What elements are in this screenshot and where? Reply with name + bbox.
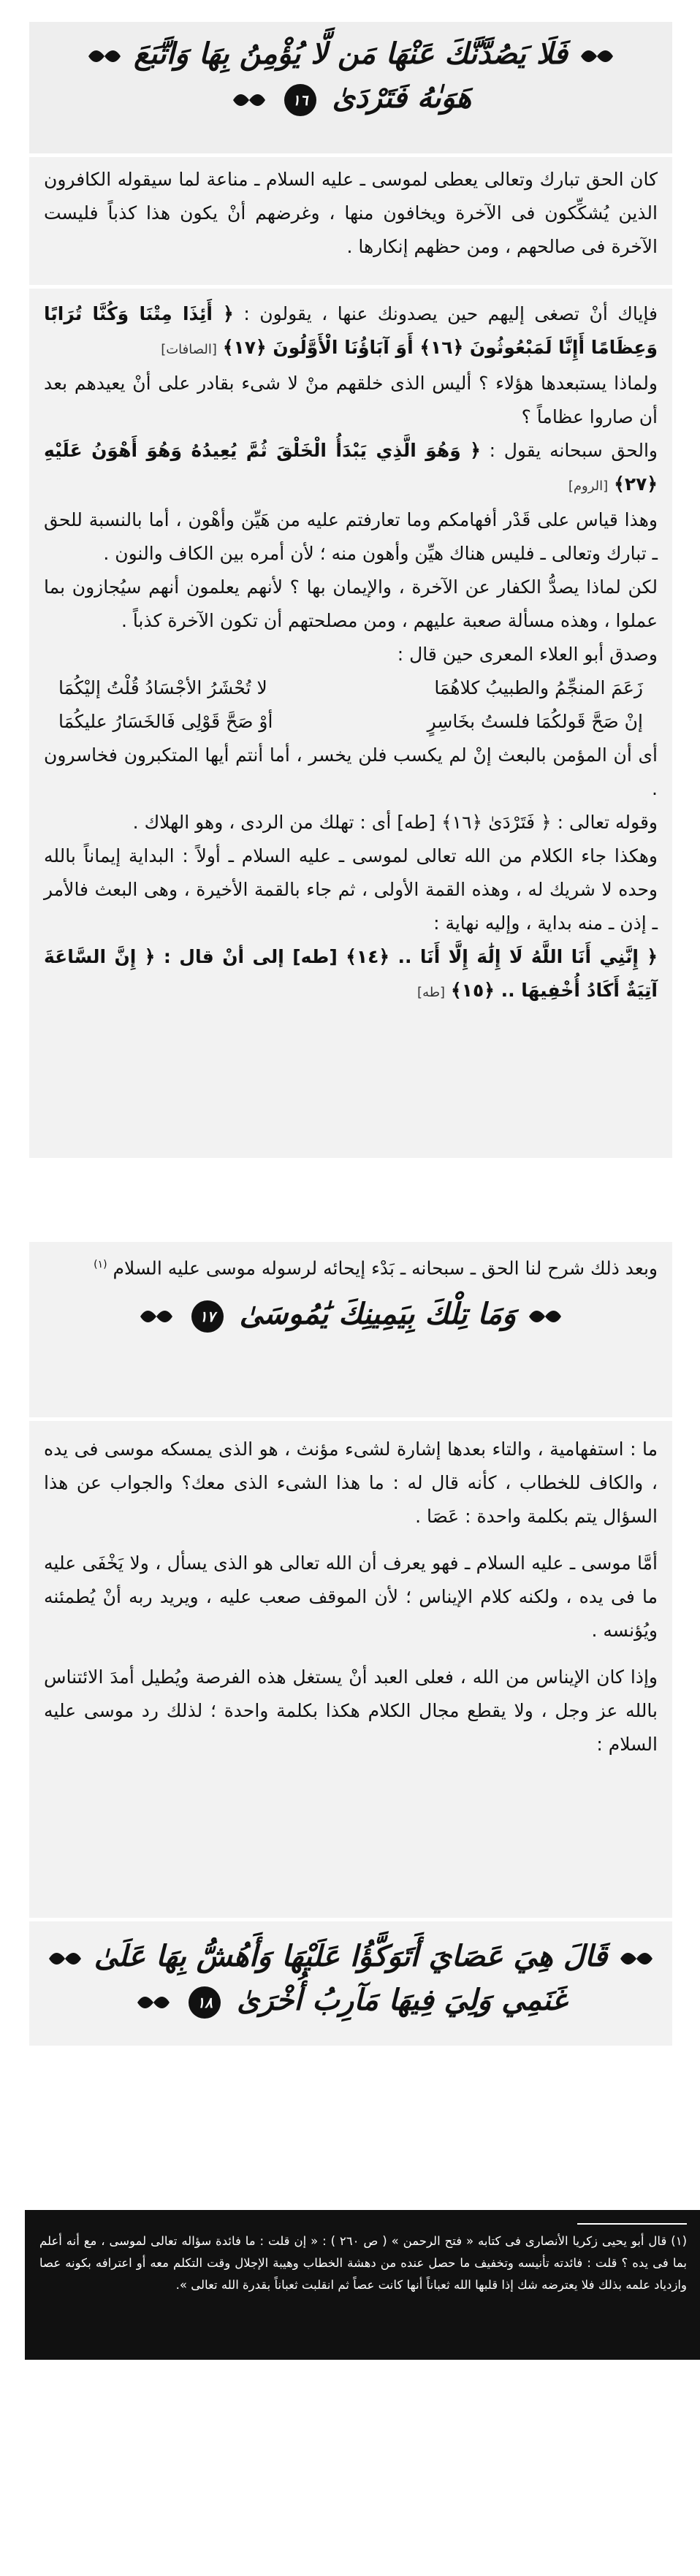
paragraph: لكن لماذا يصدُّ الكفار عن الآخرة ، والإيمان بها ؟ لأنهم يعلمون أنهم سيُجازون بما عملوا ، وهذه مسألة صعبة عليهم ، ومن مصلحتهم أن تكون الآخرة كذباً . (44, 576, 658, 631)
verse-text: هَوَىٰهُ فَتَرْدَىٰ (332, 80, 472, 115)
paragraph: ولماذا يستبعدها هؤلاء ؟ أليس الذى خلقهم منْ لا شىء بقادر على أنْ يعيدهم بعد أن صاروا عظاماً ؟ (44, 373, 658, 427)
text-block (29, 157, 672, 285)
paragraph: كان الحق تبارك وتعالى يعطى لموسى ـ عليه السلام ـ مناعة لما سيقوله الكافرون الذين يُشكِّكون فى الآخرة ويخافون منها ، وغرضهم أنْ يكون هذا كذباً فليست الآخرة فى صالحهم ، ومن حظهم إنكارها . (44, 169, 658, 257)
verse-text: غَنَمِي وَلِيَ فِيهَا مَآرِبُ أُخْرَىٰ (237, 1983, 567, 2017)
paragraph: وهذا قياس على قَدْر أفهامكم وما تعارفتم عليه من هَيِّن وأهْون ، أما بالنسبة للحق ـ تبارك وتعالى ـ فليس هناك هيِّن وأهون منه ؛ لأن أمره بين الكاف والنون . (44, 509, 658, 564)
verse-text: قَالَ هِيَ عَصَايَ أَتَوَكَّؤُا عَلَيْهَا وَأَهُشُّ بِهَا عَلَىٰ (94, 1939, 608, 1973)
verse-text: فَلَا يَصُدَّنَّكَ عَنْهَا مَن لَّا يُؤْمِنُ بِهَا وَاتَّبَعَ (134, 37, 568, 71)
verse-line (29, 1978, 672, 2022)
verse-heading-17 (29, 1285, 672, 1336)
ornament-icon (46, 1944, 84, 1973)
quran-quote: ﴿ وَهُوَ الَّذِي يَبْدَأُ الْخَلْقَ ثُمَّ يُعِيدُهُ وَهُوَ أَهْوَنُ عَلَيْهِ ﴿٢٧﴾ (44, 440, 658, 495)
paragraph: وصدق أبو العلاء المعرى حين قال : (397, 644, 658, 665)
footnote-marker: (١) (94, 1259, 107, 1270)
ornament-icon (526, 1302, 564, 1331)
ornament-icon (85, 42, 123, 71)
paragraph-text: والحق سبحانه يقول : (489, 440, 658, 461)
paragraph (29, 940, 672, 1010)
poem-hemistich-right: إنْ صَحَّ قَولكُمَا فلستُ بخَاسِرٍ (427, 711, 643, 732)
paragraph (29, 1242, 672, 1285)
verse-line (29, 1921, 672, 1978)
verse-text: وَمَا تِلْكَ بِيَمِينِكَ يَٰمُوسَىٰ (239, 1297, 517, 1332)
paragraph: وهكذا جاء الكلام من الله تعالى لموسى ـ عليه السلام ـ أولاً : البداية إيماناً بالله وحده لا شريك له ، وهذه القمة الأولى ، ثم جاء بالقمة الأخيرة ، وهى البعث فالأمر ـ إذن ـ منه بداية ، وإليه نهاية : (44, 845, 658, 934)
source-ref: [طه] (417, 985, 446, 1000)
verse-number: ١٦ (284, 84, 316, 116)
text-block (29, 1242, 672, 1417)
paragraph: أى أن المؤمن بالبعث إنْ لم يكسب فلن يخسر ، أما أنتم أيها المتكبرون فخاسرون . (44, 744, 658, 799)
verse-heading-18 (29, 1921, 672, 2046)
ornament-icon (137, 1302, 175, 1331)
poem-hemistich-left: أوْ صَحَّ قَوْلِى فَالخَسَارُ عليكُمَا (58, 711, 273, 732)
verse-number: ١٧ (191, 1300, 224, 1333)
paragraph: ما : استفهامية ، والتاء بعدها إشارة لشىء مؤنث ، هو الذى يمسكه موسى فى يده ، والكاف للخطاب ، كأنه قال له : ما هذا الشىء الذى معك؟ والجواب عن هذا السؤال يتم بكلمة واحدة : عَصَا . (44, 1438, 658, 1527)
poem-hemistich-right: زَعَمَ المنجِّمُ والطبيبُ كلاهُمَا (434, 677, 643, 698)
ornament-icon (578, 42, 616, 71)
verse-line (29, 76, 672, 120)
quran-quote: ﴿ إِنَّنِي أَنَا اللَّهُ لَا إِلَٰهَ إِلَّا أَنَا .. ﴿١٤﴾ [طه] إلى أنْ قال : ﴿ إِنَّ السَّاعَةَ آتِيَةٌ أَكَادُ أُخْفِيهَا .. ﴿١٥﴾ (44, 946, 658, 1001)
footnote-text: (١) قال أبو يحيى زكريا الأنصارى فى كتابه « فتح الرحمن » ( ص ٢٦٠ ) : « إن قلت : ما فائدة سؤاله تعالى لموسى ، مع أنه أعلم بما فى يده ؟ قلت : فائدته تأنيسه وتخفيف ما حصل عنده من دهشة الخطاب وهيبة الإجلال وقت التكلم معه أو اعترافه بكونه عصا وازدياد علمه بذلك فلا يعترضه شك إذا قلبها الله ثعباناً أنها كانت عصاً ثم انقلبت ثعباناً بقدرة الله تعالى ». (39, 2234, 687, 2292)
source-ref: [الصافات] (161, 342, 217, 357)
paragraph-text: فإياك أنْ تصغى إليهم حين يصدونك عنها ، يقولون : (243, 303, 658, 324)
footnote (25, 2210, 700, 2360)
paragraph-text: وبعد ذلك شرح لنا الحق ـ سبحانه ـ بَدْء إيحائه لرسوله موسى عليه السلام (113, 1257, 658, 1279)
verse-heading-16 (29, 22, 672, 153)
paragraph: وإذا كان الإيناس من الله ، فعلى العبد أنْ يستغل هذه الفرصة ويُطيل أمدَ الائتناس بالله عز وجل ، ولا يقطع مجال الكلام هكذا بكلمة واحدة ؛ لذلك رد موسى عليه السلام : (44, 1666, 658, 1755)
paragraph (29, 434, 672, 503)
paragraph (29, 289, 672, 367)
verse-number: ١٨ (189, 1986, 221, 2019)
paragraph: وقوله تعالى : ﴿ فَتَرْدَىٰ ﴿١٦﴾ [طه] أى : تهلك من الردى ، وهو الهلاك . (132, 812, 658, 833)
ornament-icon (617, 1944, 655, 1973)
footnote-divider (577, 2223, 687, 2225)
text-block (29, 1421, 672, 1918)
quran-quote: ﴿ أَئِذَا مِتْنَا وَكُنَّا تُرَابًا وَعِظَامًا أَإِنَّا لَمَبْعُوثُونَ ﴿١٦﴾ أَوَ آبَاؤُنَا الْأَوَّلُونَ ﴿١٧﴾ (44, 303, 658, 358)
paragraph: أمَّا موسى ـ عليه السلام ـ فهو يعرف أن الله تعالى هو الذى يسأل ، ولا يَخْفَى عليه ما فى يده ، ولكنه كلام الإيناس ؛ لأن الموقف صعب عليه ، ويريد ربه أنْ يُطمئنه ويُؤنسه . (44, 1552, 658, 1641)
poem-hemistich-left: لا تُحْشَرُ الأجْسَادُ قُلْتُ إليْكُمَا (58, 677, 267, 698)
text-block (29, 289, 672, 1158)
ornament-icon (134, 1988, 172, 2017)
poem-line (29, 671, 672, 705)
ornament-icon (230, 85, 268, 115)
source-ref: [الروم] (568, 479, 609, 494)
verse-line (29, 22, 672, 76)
poem-line (29, 705, 672, 739)
